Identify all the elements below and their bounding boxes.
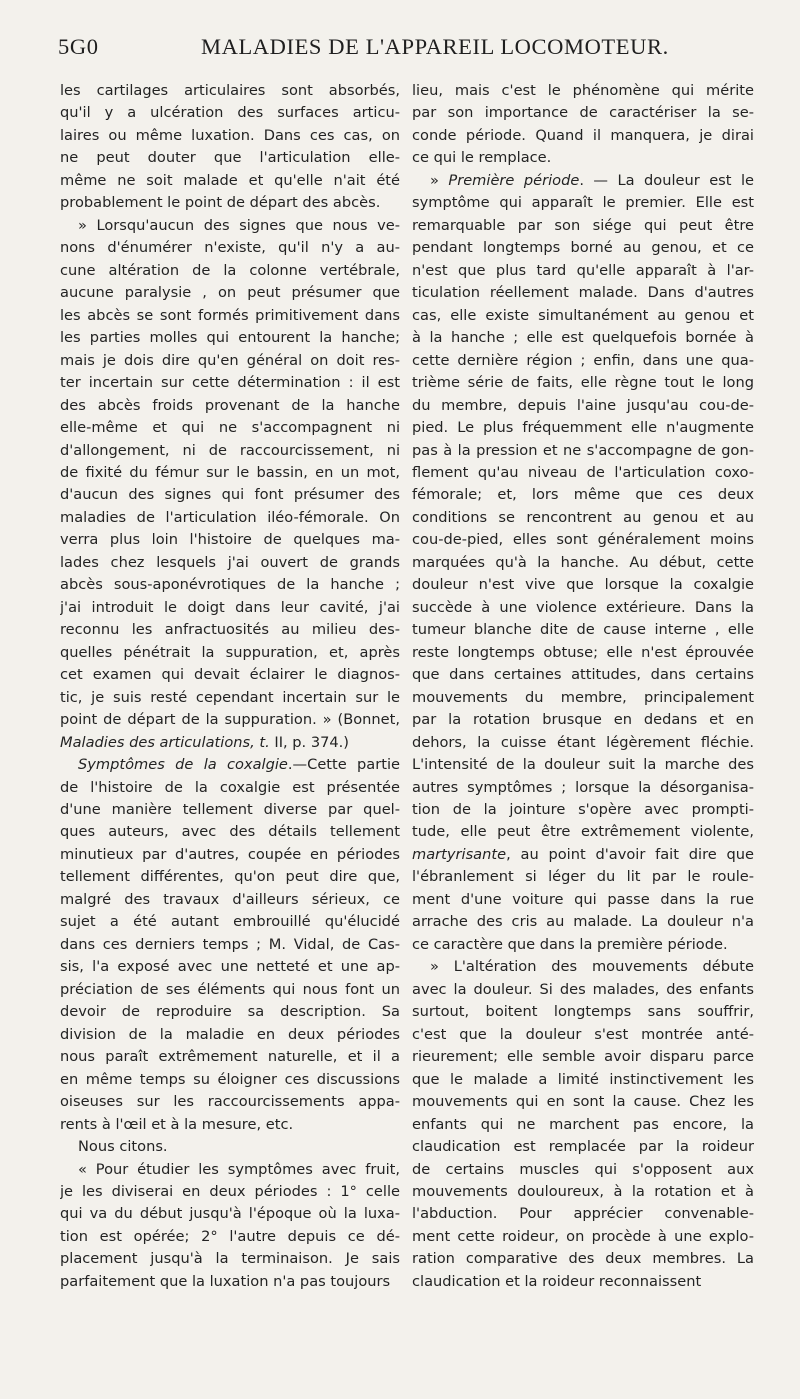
text-line: devoir de reproduire sa description. Sa bbox=[60, 1003, 400, 1021]
text-line: que le malade a limité instinctivement les bbox=[412, 1070, 754, 1088]
text-line: claudication est remplacée par la roideur bbox=[412, 1138, 754, 1156]
text-line: d'aucun des signes qui font présumer des bbox=[60, 486, 400, 504]
text-line: reste longtemps obtuse; elle n'est éprouvée bbox=[412, 643, 754, 661]
text-line: trième série de faits, elle règne tout le long bbox=[412, 374, 754, 392]
text-line: tion de la jointure s'opère avec prompti- bbox=[412, 801, 754, 818]
text-line: quelles pénétrait la suppuration, et, après bbox=[60, 643, 400, 661]
text-line: succède à une violence extérieure. Dans la bbox=[412, 598, 754, 616]
text-line: martyrisante, au point d'avoir fait dire que bbox=[412, 845, 754, 863]
text-line: ration comparative des deux membres. La bbox=[412, 1250, 754, 1268]
text-line: autres symptômes ; lorsque la désorganisa- bbox=[412, 778, 754, 796]
text-line: n'est que plus tard qu'elle apparaît à l'ar- bbox=[412, 261, 754, 279]
text-line: L'intensité de la douleur suit la marche des bbox=[412, 756, 754, 774]
text-line: Symptômes de la coxalgie.—Cette partie bbox=[78, 756, 400, 774]
text-line: sujet a été autant embrouillé qu'élucidé bbox=[60, 913, 400, 931]
left-column bbox=[60, 80, 400, 1293]
text-line: pendant longtemps borné au genou, et ce bbox=[412, 239, 754, 257]
text-line: claudication et la roideur reconnaissent bbox=[412, 1272, 702, 1290]
text-line: « Pour étudier les symptômes avec fruit, bbox=[78, 1160, 400, 1178]
text-line: d'allongement, ni de raccourcissement, ni bbox=[60, 441, 400, 459]
running-header bbox=[58, 34, 744, 62]
text-line: cette dernière région ; enfin, dans une qua- bbox=[412, 351, 754, 369]
text-line: ment cette roideur, on procède à une explo- bbox=[412, 1227, 754, 1245]
text-line: probablement le point de départ des abcès. bbox=[60, 194, 381, 212]
text-line: cou-de-pied, elles sont généralement moins bbox=[412, 531, 754, 549]
text-line: abcès sous-aponévrotiques de la hanche ; bbox=[60, 576, 400, 594]
text-line: douleur n'est vive que lorsque la coxalgie bbox=[412, 576, 754, 594]
text-line: enfants qui ne marchent pas encore, la bbox=[412, 1115, 754, 1133]
text-line: les parties molles qui entourent la hanche; bbox=[60, 329, 400, 347]
text-line: préciation de ses éléments qui nous font un bbox=[60, 980, 400, 998]
text-line: maladies de l'articulation iléo-fémorale. On bbox=[60, 508, 400, 526]
text-line: fémorale; et, lors même que ces deux bbox=[412, 486, 754, 504]
text-line: ter incertain sur cette détermination : il est bbox=[60, 374, 400, 392]
text-line: j'ai introduit le doigt dans leur cavité, j'ai bbox=[60, 598, 400, 616]
text-line: surtout, boitent longtemps sans souffrir, bbox=[412, 1003, 754, 1021]
text-line: rents à l'œil et à la mesure, etc. bbox=[60, 1115, 294, 1133]
text-line: cas, elle existe simultanément au genou et bbox=[412, 306, 754, 324]
text-line: cune altération de la colonne vertébrale, bbox=[60, 261, 400, 279]
text-line: nous paraît extrêmement naturelle, et il a bbox=[60, 1048, 400, 1066]
text-line: tion est opérée; 2° l'autre depuis ce dé- bbox=[60, 1227, 400, 1245]
text-line: point de départ de la suppuration. » (Bonnet, bbox=[60, 711, 400, 729]
text-line: parfaitement que la luxation n'a pas toujours bbox=[60, 1272, 391, 1290]
text-line: de l'histoire de la coxalgie est présentée bbox=[60, 778, 400, 796]
text-line: aucune paralysie , on peut présumer que bbox=[60, 284, 400, 302]
text-line: minutieux par d'autres, coupée en périodes bbox=[60, 845, 400, 863]
text-line: ticulation réellement malade. Dans d'autres bbox=[412, 284, 754, 302]
text-line: qu'il y a ulcération des surfaces articu- bbox=[60, 104, 400, 122]
text-line: cet examen qui devait éclairer le diagnos- bbox=[60, 666, 400, 684]
text-line: mouvements du membre, principalement bbox=[412, 688, 754, 706]
text-line: dehors, la cuisse étant légèrement fléchie. bbox=[412, 733, 754, 751]
text-line: mais je dois dire qu'en général on doit res- bbox=[60, 351, 400, 369]
text-line: par son importance de caractériser la se- bbox=[412, 104, 754, 122]
text-line: mouvements qui en sont la cause. Chez les bbox=[412, 1093, 754, 1111]
text-line: sis, l'a exposé avec une netteté et une ap- bbox=[60, 958, 400, 976]
text-line: avec la douleur. Si des malades, des enfants bbox=[412, 980, 754, 998]
text-line: je les diviserai en deux périodes : 1° celle bbox=[60, 1182, 400, 1200]
text-line: en même temps su éloigner ces discussions bbox=[60, 1070, 400, 1088]
text-line: des abcès froids provenant de la hanche bbox=[60, 396, 400, 414]
text-line: conde période. Quand il manquera, je dirai bbox=[412, 126, 754, 144]
text-line: » Lorsqu'aucun des signes que nous ve- bbox=[78, 216, 400, 234]
right-column bbox=[412, 80, 754, 1293]
text-line: du membre, depuis l'aine jusqu'au cou-de- bbox=[412, 396, 754, 414]
text-line: elle-même et qui ne s'accompagnent ni bbox=[60, 419, 400, 437]
running-title: MALADIES DE L'APPAREIL LOCOMOTEUR. bbox=[201, 34, 669, 59]
text-line: ce qui le remplace. bbox=[412, 149, 552, 167]
text-line: par la rotation brusque en dedans et en bbox=[412, 711, 754, 729]
text-line: oiseuses sur les raccourcissements appa- bbox=[60, 1093, 400, 1111]
text-line: pas à la pression et ne s'accompagne de gon- bbox=[412, 441, 754, 459]
text-line: Nous citons. bbox=[78, 1138, 168, 1156]
text-line: même ne soit malade et qu'elle n'ait été bbox=[60, 171, 400, 189]
text-line: reconnu les anfractuosités au milieu des- bbox=[60, 621, 400, 639]
text-line: tic, je suis resté cependant incertain sur le bbox=[60, 688, 400, 706]
text-line: malgré des travaux d'ailleurs sérieux, ce bbox=[60, 890, 400, 908]
text-line: tellement différentes, qu'on peut dire que, bbox=[60, 868, 400, 886]
text-line: que dans certaines attitudes, dans certains bbox=[412, 666, 754, 684]
text-line: tumeur blanche dite de cause interne , elle bbox=[412, 621, 754, 639]
text-line: verra plus loin l'histoire de quelques ma- bbox=[60, 531, 400, 549]
text-line: conditions se rencontrent au genou et au bbox=[412, 508, 754, 526]
text-line: arrache des cris au malade. La douleur n'a bbox=[412, 913, 754, 931]
text-line: symptôme qui apparaît le premier. Elle est bbox=[412, 194, 754, 212]
text-line: remarquable par son siége qui peut être bbox=[412, 216, 754, 234]
text-line: c'est que la douleur s'est montrée anté- bbox=[412, 1025, 754, 1043]
text-line: ques auteurs, avec des détails tellement bbox=[60, 823, 400, 841]
text-line: » L'altération des mouvements débute bbox=[430, 958, 754, 976]
text-line: » Première période. — La douleur est le bbox=[430, 171, 754, 189]
text-line: les cartilages articulaires sont absorbés, bbox=[60, 82, 400, 99]
text-line: tude, elle peut être extrêmement violente, bbox=[412, 823, 754, 841]
text-line: mouvements douloureux, à la rotation et à bbox=[412, 1182, 754, 1200]
text-line: Maladies des articulations, t. II, p. 374.) bbox=[60, 733, 350, 751]
text-line: l'ébranlement si léger du lit par le roule- bbox=[412, 868, 754, 886]
text-line: nons d'énumérer n'existe, qu'il n'y a au- bbox=[60, 239, 400, 257]
text-line: dans ces derniers temps ; M. Vidal, de Cas- bbox=[60, 935, 400, 953]
text-line: ce caractère que dans la première période. bbox=[412, 935, 728, 953]
text-line: lieu, mais c'est le phénomène qui mérite bbox=[412, 82, 754, 99]
text-line: placement jusqu'à la terminaison. Je sais bbox=[60, 1250, 400, 1268]
text-line: d'une manière tellement diverse par quel- bbox=[60, 801, 400, 818]
text-line: ment d'une voiture qui passe dans la rue bbox=[412, 890, 754, 908]
text-line: laires ou même luxation. Dans ces cas, on bbox=[60, 126, 400, 144]
text-line: de certains muscles qui s'opposent aux bbox=[412, 1160, 754, 1178]
text-line: lades chez lesquels j'ai ouvert de grands bbox=[60, 553, 400, 571]
text-line: rieurement; elle semble avoir disparu parce bbox=[412, 1048, 754, 1066]
text-line: les abcès se sont formés primitivement dans bbox=[60, 306, 400, 324]
text-line: l'abduction. Pour apprécier convenable- bbox=[412, 1205, 754, 1223]
text-line: ne peut douter que l'articulation elle- bbox=[60, 149, 400, 167]
page-number: 5G0 bbox=[58, 34, 99, 59]
text-line: division de la maladie en deux périodes bbox=[60, 1025, 400, 1043]
text-line: de fixité du fémur sur le bassin, en un mot, bbox=[60, 463, 400, 481]
text-line: qui va du début jusqu'à l'époque où la luxa- bbox=[60, 1205, 400, 1223]
text-line: marquées qu'à la hanche. Au début, cette bbox=[412, 553, 754, 571]
text-line: à la hanche ; elle est quelquefois bornée à bbox=[412, 329, 754, 347]
text-line: flement qu'au niveau de l'articulation coxo- bbox=[412, 463, 754, 481]
text-line: pied. Le plus fréquemment elle n'augmente bbox=[412, 419, 754, 437]
